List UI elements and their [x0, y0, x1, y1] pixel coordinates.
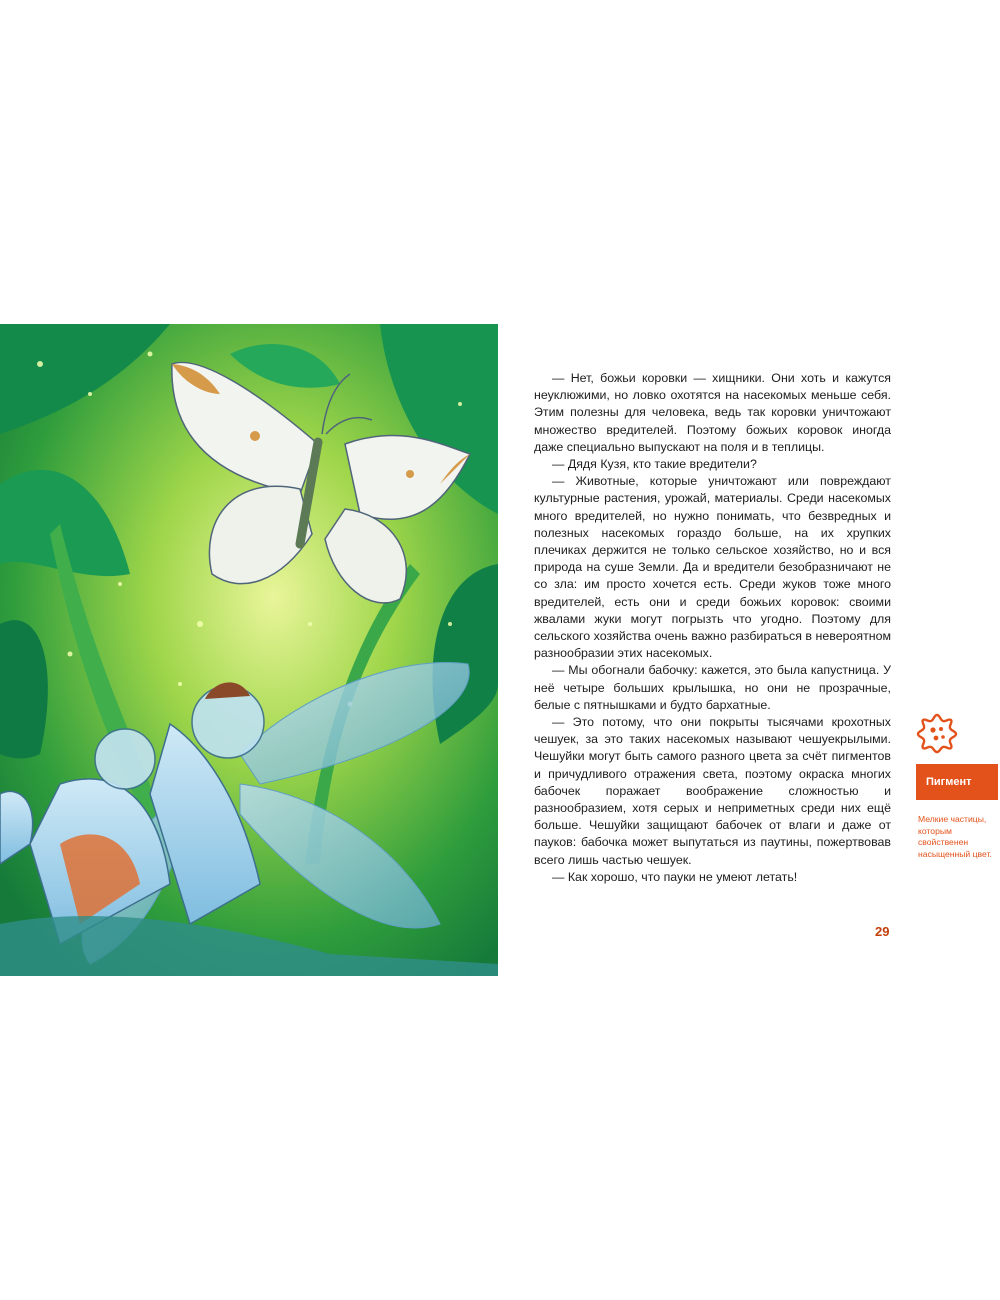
paragraph: — Это потому, что они покрыты тысячами крохотных чешуек, за это таких насекомых называют чешуекрылыми. Чешуйки могут быть самого разного цвета за счёт пигментов и причудливого отражения света, поэтому окраска многих бабочек поражает воображение сложностью и разнообразием, хотя серых и неприметных среди них ещё больше. Чешуйки защищают бабочек от влаги и даже от пауков: бабочка может выпутаться из паутины, пожертвовав всего лишь частью чешуек. [534, 715, 891, 867]
illustration-butterfly-scene [0, 324, 498, 976]
paragraph: — Как хорошо, что пауки не умеют летать! [552, 869, 798, 884]
illustration-art [0, 324, 498, 976]
paragraph: — Нет, божьи коровки — хищники. Они хоть и кажутся неуклюжими, но ловко охотятся на насекомых меньше себя. Этим полезны для человека, ведь так коровки уничтожают множество вредителей. Поэтому божьих коровок иногда даже специально выпускают на поля и в теплицы. [534, 371, 891, 454]
page-number: 29 [875, 924, 890, 939]
pigment-particle-icon [916, 712, 958, 754]
paragraph: — Мы обогнали бабочку: кажется, это была капустница. У неё четыре больших крылышка, но они не прозрачные, белые с пятнышками и будто бархатные. [534, 663, 891, 712]
glossary-definition: Мелкие частицы, которым свойственен насыщенный цвет. [918, 814, 992, 859]
paragraph: — Животные, которые уничтожают или повреждают культурные растения, урожай, материалы. Среди насекомых много вредителей, но нужно понимать, что безвредных и полезных насекомых гораздо больше, на их хрупких плечиках держится не только сельское хозяйство, но и вся природа на суше Земли. Да и вредители безобразничают не со зла: им просто хочется есть. Среди жуков тоже много вредителей, есть они и среди божьих коровок: своими жвалами жуки могут погрызть что угодно. Поэтому для сельского хозяйства очень важно разбираться в невероятном разнообразии этих насекомых. [534, 474, 891, 661]
story-text [534, 370, 891, 886]
text-page [498, 324, 1000, 976]
glossary-term: Пигмент [916, 764, 998, 800]
book-spread [0, 324, 1000, 976]
paragraph: — Дядя Кузя, кто такие вредители? [552, 457, 757, 472]
